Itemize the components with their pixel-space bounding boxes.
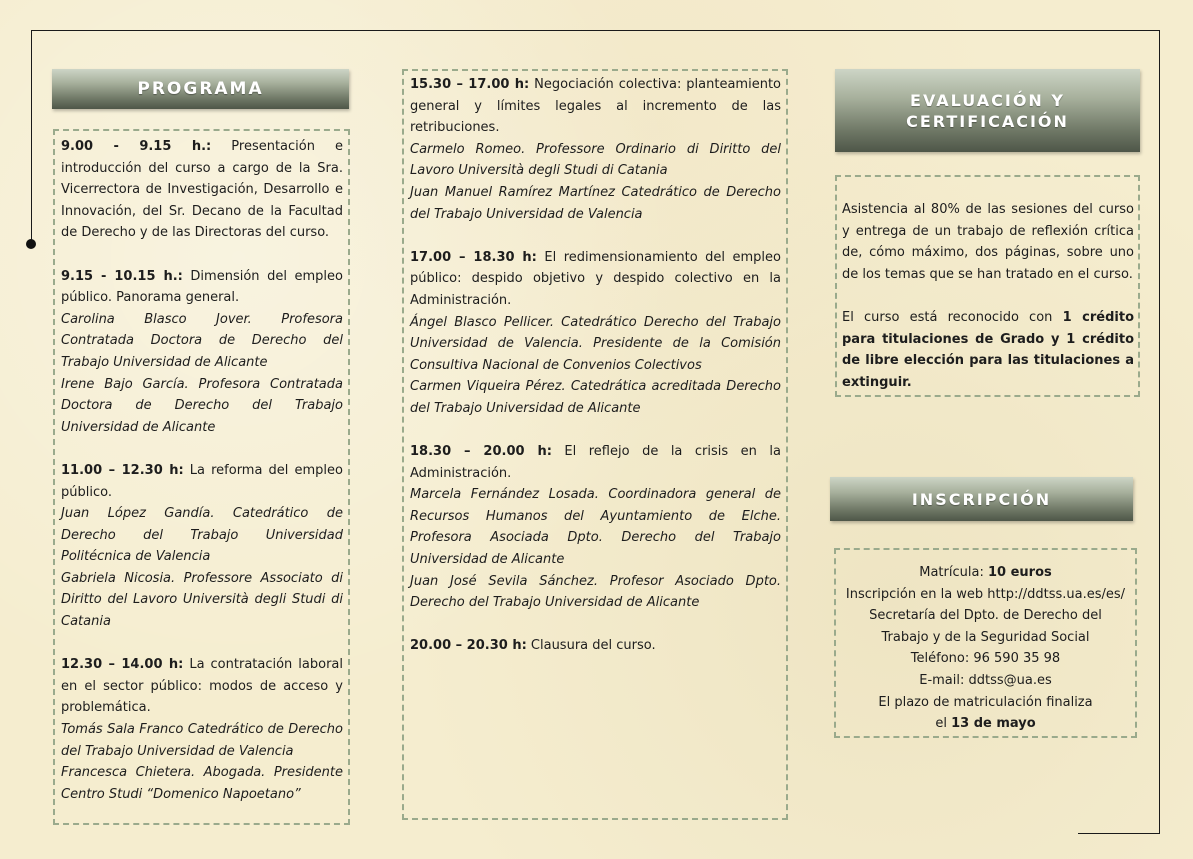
evaluacion-title-line-1: EVALUACIÓN Y (910, 90, 1065, 110)
evaluacion-box (835, 175, 1140, 397)
programa-session (61, 266, 343, 309)
session-speaker: Ángel Blasco Pellicer. Catedrático Derecho del Trabajo Universidad de Valencia. Presidente de la Comisión Consultiva Nacional de Convenios Colectivos (410, 314, 781, 373)
evaluacion-creditos-intro: El curso está reconocido con (842, 309, 1063, 325)
programa-column-1 (53, 129, 350, 825)
programa-session (410, 635, 781, 657)
session-speaker: Juan López Gandía. Catedrático de Derecho del Trabajo Universidad Politécnica de Valencia (61, 506, 343, 565)
frame-bottom-line (1078, 833, 1160, 834)
plazo-fecha: 13 de mayo (951, 716, 1036, 732)
session-speaker: Gabriela Nicosia. Professore Associato di Diritto del Lavoro Università degli Studi di Catania (61, 570, 343, 630)
session-time: 18.30 – 20.00 h: (410, 444, 552, 460)
telefono-line: Teléfono: 96 590 35 98 (910, 651, 1061, 667)
session-time: 12.30 – 14.00 h: (61, 657, 184, 673)
session-speaker: Irene Bajo García. Profesora Contratada Doctora de Derecho del Trabajo Universidad de Alicante (61, 376, 343, 435)
session-title: El reflejo de la crisis en la Administración. (410, 444, 781, 481)
secretaria-line-2: Trabajo y de la Seguridad Social (881, 629, 1090, 645)
inscripcion-web-link[interactable]: Inscripción en la web http://ddtss.ua.es/es/ (845, 586, 1126, 602)
session-speaker: Carmelo Romeo. Professore Ordinario di Diritto del Lavoro Università degli Studi di Catania (410, 141, 781, 179)
session-title: La reforma del empleo público. (61, 462, 343, 500)
programa-header (52, 69, 349, 109)
programa-title: PROGRAMA (137, 79, 264, 99)
session-title: Dimensión del empleo público. Panorama general. (61, 268, 343, 306)
frame-left-line (31, 30, 32, 244)
matricula-label: Matrícula: (919, 565, 988, 580)
evaluacion-creditos (842, 307, 1134, 393)
inscripcion-title: INSCRIPCIÓN (911, 489, 1052, 509)
programa-entry (61, 266, 343, 439)
session-time: 20.00 – 20.30 h: (410, 638, 527, 654)
programa-entry (61, 460, 343, 633)
session-speaker: Juan Manuel Ramírez Martínez Catedrático de Derecho del Trabajo Universidad de Valencia (410, 184, 781, 222)
evaluacion-header (835, 69, 1140, 152)
plazo-fecha-intro: el (935, 716, 952, 732)
programa-session (410, 74, 781, 139)
plazo-fecha-line (838, 713, 1133, 735)
programa-session (410, 247, 781, 312)
session-speaker: Juan José Sevila Sánchez. Profesor Asociado Dpto. Derecho del Trabajo Universidad de Alicante (410, 573, 781, 611)
programa-entry (410, 74, 781, 225)
email-line[interactable]: E-mail: ddtss@ua.es (919, 672, 1052, 688)
session-title: Negociación colectiva: planteamiento general y límites legales al incremento de las retribuciones. (410, 77, 781, 136)
session-speaker: Carolina Blasco Jover. Profesora Contratada Doctora de Derecho del Trabajo Universidad de Alicante (61, 311, 343, 370)
programa-column-2 (402, 69, 788, 820)
session-time: 15.30 – 17.00 h: (410, 77, 530, 92)
secretaria-line-1: Secretaría del Dpto. de Derecho del (869, 608, 1102, 624)
programa-entry (410, 441, 781, 614)
session-speaker: Tomás Sala Franco Catedrático de Derecho del Trabajo Universidad de Valencia (61, 722, 343, 759)
inscripcion-header (830, 477, 1133, 521)
session-speaker: Marcela Fernández Losada. Coordinadora general de Recursos Humanos del Ayuntamiento de Elche. Profesora Asociada Dpto. Derecho del Trabajo Universidad de Alicante (410, 487, 781, 568)
session-title: Presentación e introducción del curso a cargo de la Sra. Vicerrectora de Investigación, Desarrollo e Innovación, del Sr. Decano de la Facultad de Derecho y de las Directoras del curso. (61, 139, 343, 241)
frame-bullet-dot (26, 239, 36, 249)
programa-entry (61, 654, 343, 805)
matricula-line (838, 562, 1133, 584)
plazo-line: El plazo de matriculación finaliza (878, 694, 1093, 710)
session-title: La contratación laboral en el sector público: modos de acceso y problemática. (61, 657, 343, 716)
programa-session (61, 460, 343, 503)
programa-session (410, 441, 781, 484)
session-title: El redimensionamiento del empleo público: despido objetivo y despido colectivo en la Administración. (410, 249, 781, 308)
session-time: 11.00 – 12.30 h: (61, 462, 184, 478)
session-speaker: Francesca Chietera. Abogada. Presidente Centro Studi “Domenico Napoetano” (61, 765, 343, 802)
programa-entry (410, 247, 781, 420)
session-title: Clausura del curso. (526, 638, 656, 654)
evaluacion-title-line-2: CERTIFICACIÓN (906, 111, 1069, 131)
evaluacion-requisitos: Asistencia al 80% de las sesiones del curso y entrega de un trabajo de reflexión crítica de, cómo máximo, dos páginas, sobre uno de los temas que se han tratado en el curso. (842, 202, 1134, 282)
programa-entry (410, 635, 781, 657)
frame-top-line (31, 30, 1160, 31)
programa-entry (61, 136, 343, 244)
programa-session (61, 136, 343, 244)
session-time: 9.15 - 10.15 h.: (61, 268, 183, 284)
inscripcion-box (834, 548, 1137, 738)
session-time: 17.00 – 18.30 h: (410, 249, 537, 265)
session-speaker: Carmen Viqueira Pérez. Catedrática acreditada Derecho del Trabajo Universidad de Alicante (410, 379, 781, 416)
frame-right-line (1159, 30, 1160, 834)
matricula-price: 10 euros (987, 565, 1052, 580)
session-time: 9.00 - 9.15 h.: (61, 139, 212, 154)
programa-session (61, 654, 343, 719)
evaluacion-creditos-detalle: 1 crédito para titulaciones de Grado y 1 crédito de libre elección para las titulaciones a extinguir. (842, 309, 1134, 390)
